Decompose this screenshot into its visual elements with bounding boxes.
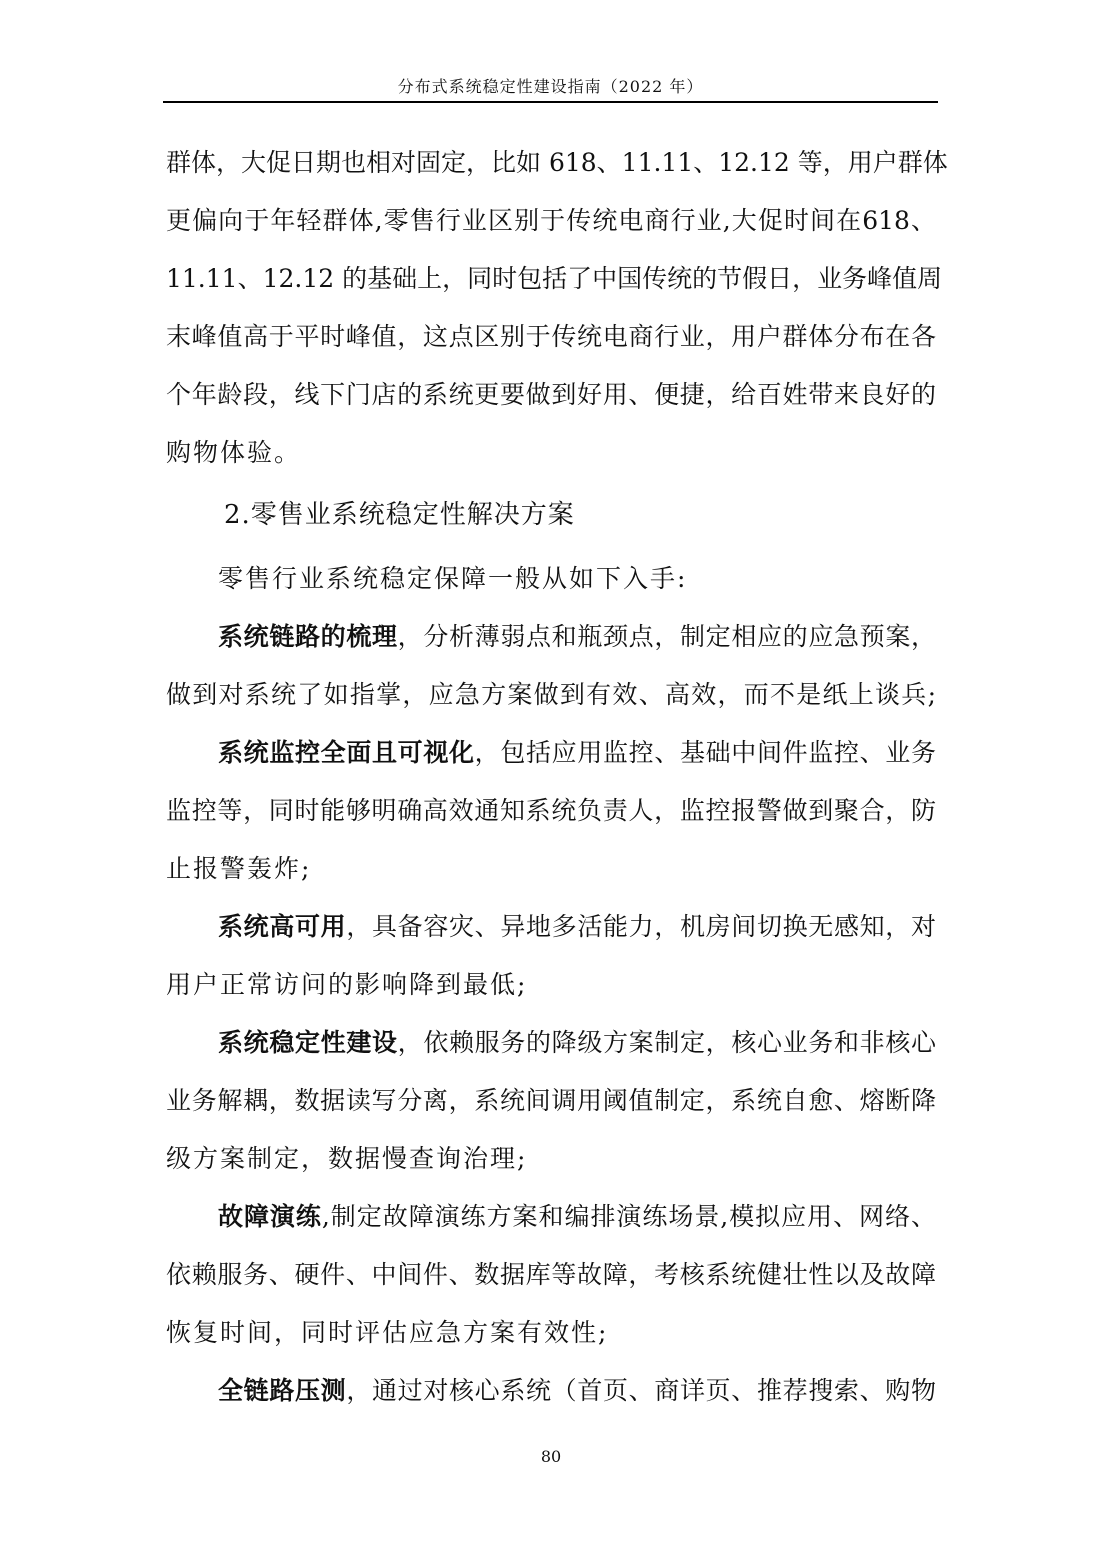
item-first-line xyxy=(218,1026,936,1060)
item-text: ，具备容灾、异地多活能力，机房间切换无感知，对 xyxy=(346,912,936,941)
section-heading: 2.零售业系统稳定性解决方案 xyxy=(224,500,575,530)
item-text: ，分析薄弱点和瓶颈点，制定相应的应急预案， xyxy=(397,622,936,651)
item-title: 全链路压测 xyxy=(218,1376,347,1405)
item-first-line xyxy=(218,620,936,654)
item-first-line xyxy=(218,910,936,944)
running-header: 分布式系统稳定性建设指南（2022 年） xyxy=(397,77,704,96)
paragraph-line: 更偏向于年轻群体,零售行业区别于传统电商行业,大促时间在618、 xyxy=(166,206,936,235)
paragraph-line: 末峰值高于平时峰值，这点区别于传统电商行业，用户群体分布在各 xyxy=(166,322,936,351)
item-text: ,制定故障演练方案和编排演练场景,模拟应用、网络、 xyxy=(321,1202,936,1231)
item-title: 故障演练 xyxy=(218,1202,322,1231)
paragraph-line: 止报警轰炸; xyxy=(166,854,312,883)
item-text: ，通过对核心系统（首页、商详页、推荐搜索、购物 xyxy=(346,1376,936,1405)
item-title: 系统稳定性建设 xyxy=(218,1028,398,1057)
paragraph-line: 11.11、12.12 的基础上，同时包括了中国传统的节假日，业务峰值周 xyxy=(166,264,943,293)
paragraph-line: 业务解耦，数据读写分离，系统间调用阈值制定，系统自愈、熔断降 xyxy=(166,1086,936,1115)
item-first-line xyxy=(218,736,936,770)
paragraph-line: 用户正常访问的影响降到最低; xyxy=(166,970,528,999)
item-text: ，包括应用监控、基础中间件监控、业务 xyxy=(474,738,936,767)
item-text: ，依赖服务的降级方案制定，核心业务和非核心 xyxy=(397,1028,936,1057)
paragraph-line: 群体，大促日期也相对固定，比如 618、11.11、12.12 等，用户群体 xyxy=(166,148,948,177)
item-first-line xyxy=(218,1200,936,1234)
paragraph-line: 监控等，同时能够明确高效通知系统负责人，监控报警做到聚合，防 xyxy=(166,796,936,825)
header-divider xyxy=(163,101,938,103)
paragraph-line: 做到对系统了如指掌，应急方案做到有效、高效，而不是纸上谈兵; xyxy=(166,680,936,709)
paragraph-line: 依赖服务、硬件、中间件、数据库等故障，考核系统健壮性以及故障 xyxy=(166,1260,936,1289)
page-number: 80 xyxy=(540,1447,562,1466)
item-title: 系统链路的梳理 xyxy=(218,622,398,651)
paragraph-line: 购物体验。 xyxy=(166,438,302,467)
section-lead: 零售行业系统稳定保障一般从如下入手: xyxy=(218,564,688,593)
item-title: 系统监控全面且可视化 xyxy=(218,738,475,767)
item-first-line xyxy=(218,1374,936,1408)
paragraph-line: 恢复时间，同时评估应急方案有效性; xyxy=(166,1318,609,1347)
paragraph-line: 级方案制定，数据慢查询治理; xyxy=(166,1144,528,1173)
paragraph-line: 个年龄段，线下门店的系统更要做到好用、便捷，给百姓带来良好的 xyxy=(166,380,936,409)
item-title: 系统高可用 xyxy=(218,912,347,941)
